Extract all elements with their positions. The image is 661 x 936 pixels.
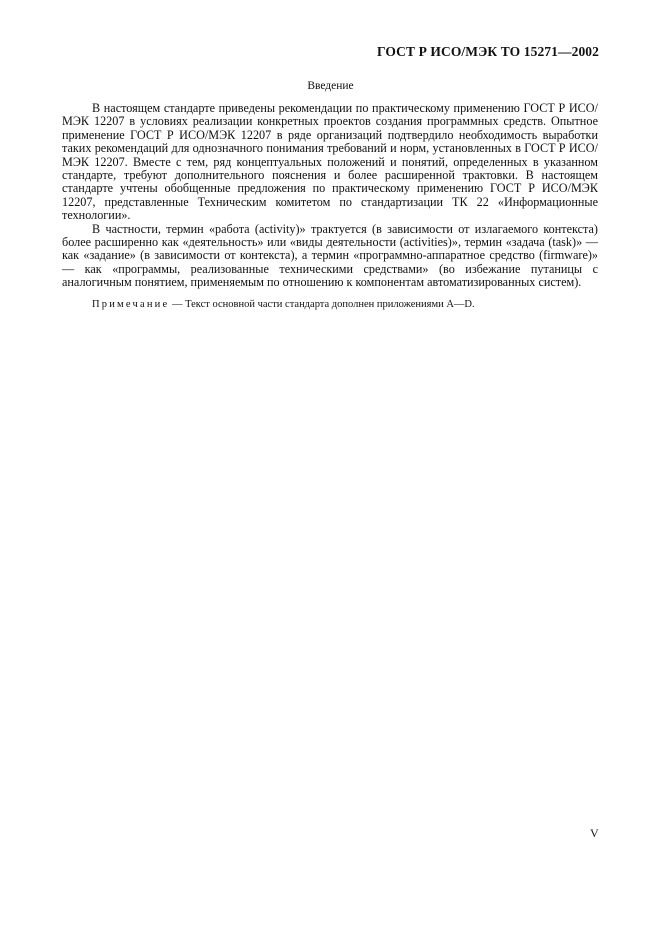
paragraph: В частности, термин «работа (activity)» трактуется (в зависимости от излагаемого контекста) более расширенно как «деятельность» или «виды деятельности (activities)», термин «задача (task)» — как «задание» (в зависимости от контекста), а термин «программно-аппаратное средство (firmware)» — как «программы, реализованные техническими средствами» (во избежание путаницы с аналогичным понятием, применяемым по отношению к компонентам автоматизированных систем). — [62, 221, 598, 290]
body-text — [62, 102, 598, 290]
section-title: Введение — [307, 80, 354, 92]
paragraph: В настоящем стандарте приведены рекомендации по практическому применению ГОСТ Р ИСО/МЭК 12207 в условиях реализации конкретных проектов создания программных средств. Опытное применение ГОСТ Р ИСО/МЭК 12207 в ряде организаций подтвердило необходимость выработки таких рекомендаций для однозначного понимания требований и норм, установленных в ГОСТ Р ИСО/МЭК 12207. Вместе с тем, ряд концептуальных положений и понятий, определенных в указанном стандарте, требуют дополнительного пояснения и более расширенной трактовки. В настоящем стандарте учтены обобщенные предложения по практическому применению ГОСТ Р ИСО/МЭК 12207, представленные Техническим комитетом по стандартизации ТК 22 «Информационные технологии». — [62, 101, 598, 223]
note-label: Примечание — [92, 299, 170, 310]
note-text: — Текст основной части стандарта дополнен приложениями A—D. — [169, 299, 475, 310]
page-number: V — [590, 826, 599, 840]
document-header: ГОСТ Р ИСО/МЭК ТО 15271—2002 — [377, 44, 599, 59]
note — [92, 299, 475, 310]
